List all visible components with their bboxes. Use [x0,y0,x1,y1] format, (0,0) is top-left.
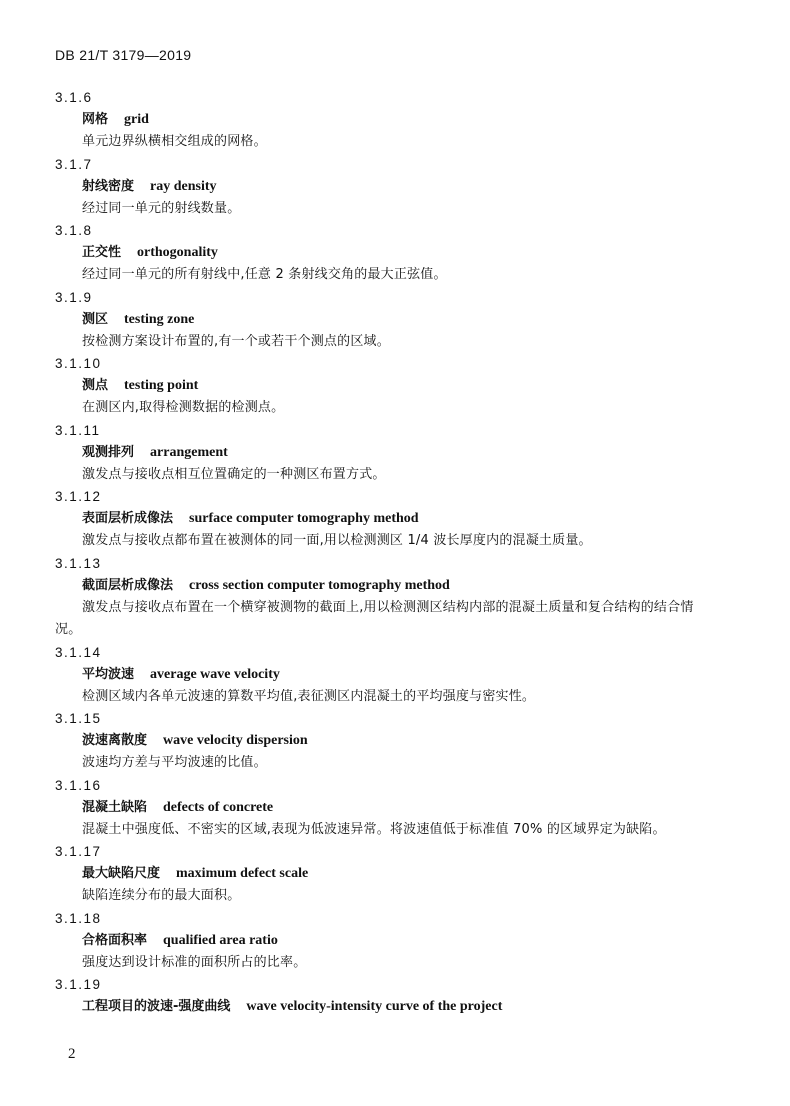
term-definition: 缺陷连续分布的最大面积。 [82,888,241,903]
term-entry [55,642,735,709]
term-entry [55,974,735,1018]
clause-number: 3.1.11 [55,422,101,438]
term-entry [55,420,735,487]
term-zh: 截面层析成像法 [82,577,174,593]
term-title [55,442,735,464]
term-en: qualified area ratio [163,932,278,948]
term-title [55,109,735,131]
clause-number: 3.1.9 [55,289,93,305]
page-number: 2 [68,1046,76,1062]
term-zh: 正交性 [82,245,122,260]
term-en: arrangement [150,444,228,460]
term-en: grid [124,112,149,127]
term-definition: 按检测方案设计布置的,有一个或若干个测点的区域。 [82,333,390,349]
clause-number: 3.1.14 [55,644,102,660]
term-title [55,730,735,752]
clause-number: 3.1.15 [55,711,102,726]
clause-number: 3.1.17 [55,844,102,859]
term-en: surface computer tomography method [189,511,419,526]
term-entry [55,775,735,842]
term-title [55,797,735,819]
term-zh: 波速离散度 [82,733,148,748]
term-definition: 强度达到设计标准的面积所占的比率。 [82,954,307,970]
term-entry [55,154,735,221]
term-entry [55,220,735,287]
term-entry [55,708,735,775]
term-definition: 波速均方差与平均波速的比值。 [82,755,267,770]
term-definition: 经过同一单元的射线数量。 [82,200,241,216]
term-en: cross section computer tomography method [189,577,450,593]
term-zh: 射线密度 [82,178,135,194]
term-entry [55,353,735,420]
clause-number: 3.1.16 [55,777,102,793]
clause-number: 3.1.18 [55,910,102,926]
term-en: ray density [150,178,217,194]
clause-number: 3.1.13 [55,555,102,571]
term-title [55,930,735,952]
term-zh: 表面层析成像法 [82,511,174,526]
term-definition: 激发点与接收点都布置在被测体的同一面,用以检测测区 1/4 波长厚度内的混凝土质量。 [82,533,592,548]
term-en: wave velocity dispersion [163,733,308,748]
term-title [55,242,735,264]
term-zh: 网格 [82,112,109,127]
term-en: orthogonality [137,245,218,260]
term-definition: 单元边界纵横相交组成的网格。 [82,134,267,149]
term-zh: 混凝土缺陷 [82,799,148,815]
term-definition: 经过同一单元的所有射线中,任意 2 条射线交角的最大正弦值。 [82,267,447,282]
term-list [55,87,735,1018]
document-header: DB 21/T 3179—2019 [55,47,192,63]
term-title [55,863,735,885]
term-entry [55,841,735,908]
clause-number: 3.1.19 [55,977,102,992]
term-zh: 合格面积率 [82,932,148,948]
term-en: defects of concrete [163,799,274,815]
term-title [55,508,735,530]
term-en: testing zone [124,311,195,327]
clause-number: 3.1.8 [55,223,93,238]
term-entry [55,486,735,553]
term-title [55,309,735,331]
term-title [55,575,735,597]
term-entry [55,87,735,154]
term-title [55,664,735,686]
term-definition: 检测区域内各单元波速的算数平均值,表征测区内混凝土的平均强度与密实性。 [82,688,536,704]
term-en: wave velocity-intensity curve of the project [246,999,503,1014]
clause-number: 3.1.12 [55,489,102,504]
term-zh: 测点 [82,378,109,393]
term-title [55,996,735,1018]
term-entry [55,553,735,642]
clause-number: 3.1.7 [55,156,93,172]
term-zh: 最大缺陷尺度 [82,866,161,881]
term-en: average wave velocity [150,666,280,682]
term-en: maximum defect scale [176,866,309,881]
term-entry [55,287,735,354]
term-definition: 在测区内,取得检测数据的检测点。 [82,400,285,415]
term-entry [55,908,735,975]
term-zh: 观测排列 [82,444,135,460]
term-zh: 工程项目的波速-强度曲线 [82,999,231,1014]
term-zh: 平均波速 [82,666,135,682]
term-zh: 测区 [82,311,109,327]
term-definition: 激发点与接收点相互位置确定的一种测区布置方式。 [82,466,386,482]
clause-number: 3.1.10 [55,356,102,371]
term-en: testing point [124,378,199,393]
clause-number: 3.1.6 [55,90,93,105]
term-definition: 混凝土中强度低、不密实的区域,表现为低波速异常。将波速值低于标准值 70% 的区域界定为缺陷。 [82,821,666,837]
term-title [55,375,735,397]
term-definition: 激发点与接收点布置在一个横穿被测物的截面上,用以检测测区结构内部的混凝土质量和复合结构的结合情况。 [55,599,694,637]
term-title [55,176,735,198]
